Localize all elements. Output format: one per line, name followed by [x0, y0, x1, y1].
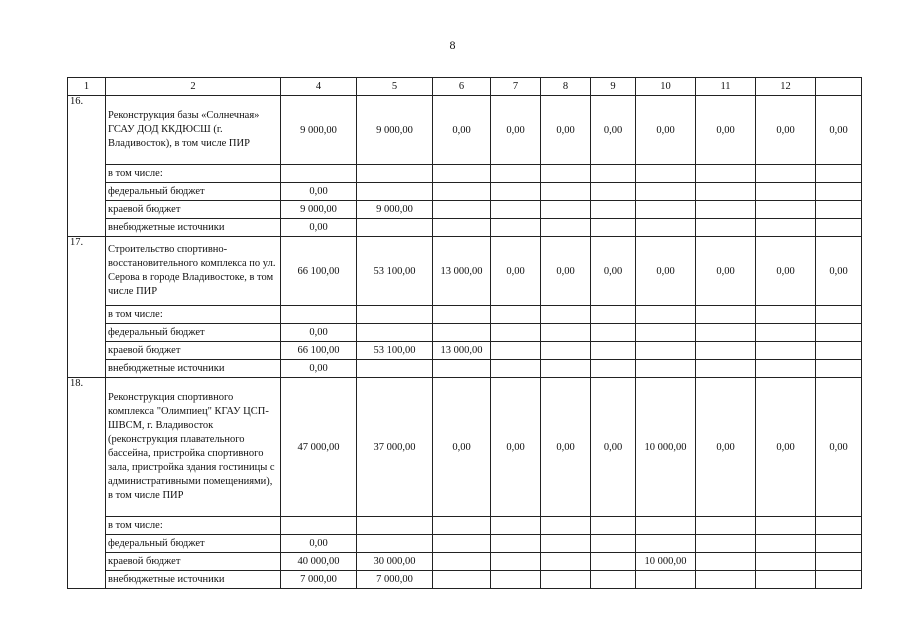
column-header: 11	[696, 78, 756, 96]
subrow	[68, 219, 862, 237]
subrow-value	[636, 324, 696, 342]
column-header: 7	[491, 78, 541, 96]
subrow-value	[636, 306, 696, 324]
subrow-value	[756, 342, 816, 360]
subrow-value	[816, 219, 862, 237]
column-header: 9	[591, 78, 636, 96]
row-value: 0,00	[816, 378, 862, 517]
subrow-value	[696, 201, 756, 219]
row-value: 13 000,00	[433, 237, 491, 306]
subrow-value	[491, 306, 541, 324]
subrow-value	[357, 324, 433, 342]
subrow-value	[696, 571, 756, 589]
subrow-value	[357, 517, 433, 535]
subrow-value	[491, 201, 541, 219]
subrow-value: 0,00	[281, 360, 357, 378]
subrow-value	[696, 219, 756, 237]
subrow-value	[433, 219, 491, 237]
row-value: 0,00	[541, 237, 591, 306]
subrow-value	[696, 342, 756, 360]
subrow-value	[696, 553, 756, 571]
subrow-value	[357, 306, 433, 324]
subrow-value	[541, 553, 591, 571]
subrow-value: 0,00	[281, 324, 357, 342]
subrow-value	[491, 219, 541, 237]
column-header: 12	[756, 78, 816, 96]
row-value: 53 100,00	[357, 237, 433, 306]
subrow-value	[756, 324, 816, 342]
subrow-label: в том числе:	[106, 517, 281, 535]
subrow-value: 30 000,00	[357, 553, 433, 571]
column-header: 6	[433, 78, 491, 96]
subrow-value	[491, 324, 541, 342]
subrow	[68, 183, 862, 201]
subrow-value	[433, 517, 491, 535]
subrow	[68, 306, 862, 324]
row-description: Реконструкция спортивного комплекса "Олимпиец" КГАУ ЦСП-ШВСМ, г. Владивосток (реконструкция плавательного бассейна, пристройка спортивного зала, пристройка здания гостиницы с административными помещениями), в том числе ПИР	[106, 378, 281, 517]
subrow-value	[696, 517, 756, 535]
subrow-value	[491, 535, 541, 553]
subrow-value	[816, 201, 862, 219]
subrow-value	[816, 535, 862, 553]
subrow-value	[357, 360, 433, 378]
subrow-value	[433, 571, 491, 589]
row-value: 10 000,00	[636, 378, 696, 517]
subrow-label: краевой бюджет	[106, 342, 281, 360]
row-value: 0,00	[696, 237, 756, 306]
column-header: 4	[281, 78, 357, 96]
subrow	[68, 517, 862, 535]
row-value: 0,00	[816, 237, 862, 306]
subrow	[68, 571, 862, 589]
subrow-value	[357, 183, 433, 201]
subrow-value: 66 100,00	[281, 342, 357, 360]
subrow-value	[541, 360, 591, 378]
subrow-value	[756, 360, 816, 378]
row-value: 0,00	[756, 237, 816, 306]
row-value: 0,00	[541, 378, 591, 517]
row-value: 0,00	[756, 378, 816, 517]
subrow-value	[591, 553, 636, 571]
subrow-value	[433, 324, 491, 342]
subrow-value	[636, 571, 696, 589]
subrow-label: внебюджетные источники	[106, 219, 281, 237]
subrow-value	[816, 360, 862, 378]
subrow-value	[541, 571, 591, 589]
subrow-value	[591, 306, 636, 324]
row-value: 0,00	[591, 378, 636, 517]
subrow-value: 7 000,00	[281, 571, 357, 589]
subrow-label: краевой бюджет	[106, 201, 281, 219]
subrow-value: 9 000,00	[357, 201, 433, 219]
subrow-value	[491, 517, 541, 535]
subrow-value	[541, 201, 591, 219]
subrow-value	[756, 306, 816, 324]
row-value: 0,00	[491, 237, 541, 306]
subrow-value	[541, 324, 591, 342]
subrow-value	[541, 306, 591, 324]
subrow-value: 10 000,00	[636, 553, 696, 571]
subrow-value	[591, 201, 636, 219]
subrow-value: 53 100,00	[357, 342, 433, 360]
subrow-value	[591, 342, 636, 360]
subrow-value	[756, 201, 816, 219]
column-header: 8	[541, 78, 591, 96]
subrow-value	[696, 324, 756, 342]
subrow-value	[491, 571, 541, 589]
subrow-label: краевой бюджет	[106, 553, 281, 571]
column-header: 1	[68, 78, 106, 96]
row-value: 0,00	[491, 96, 541, 165]
row-description: Реконструкция базы «Солнечная» ГСАУ ДОД ККДЮСШ (г. Владивосток), в том числе ПИР	[106, 96, 281, 165]
subrow-value	[281, 306, 357, 324]
row-value: 37 000,00	[357, 378, 433, 517]
subrow-value	[591, 571, 636, 589]
subrow-value	[591, 517, 636, 535]
subrow-value	[541, 165, 591, 183]
subrow-value	[636, 219, 696, 237]
budget-table	[67, 77, 862, 589]
subrow-value: 0,00	[281, 219, 357, 237]
column-header: 2	[106, 78, 281, 96]
subrow-value	[491, 165, 541, 183]
subrow-value	[491, 183, 541, 201]
subrow	[68, 324, 862, 342]
subrow	[68, 342, 862, 360]
subrow-label: в том числе:	[106, 306, 281, 324]
table-row	[68, 237, 862, 306]
subrow-label: в том числе:	[106, 165, 281, 183]
row-value: 0,00	[541, 96, 591, 165]
subrow-value	[433, 183, 491, 201]
row-value: 0,00	[636, 237, 696, 306]
subrow-value	[636, 183, 696, 201]
subrow-value	[636, 360, 696, 378]
subrow-value	[281, 165, 357, 183]
subrow-value	[541, 517, 591, 535]
row-value: 9 000,00	[281, 96, 357, 165]
subrow-label: федеральный бюджет	[106, 535, 281, 553]
subrow-value	[357, 165, 433, 183]
subrow-value: 0,00	[281, 183, 357, 201]
subrow-value	[816, 517, 862, 535]
subrow-value	[491, 553, 541, 571]
row-number: 16.	[68, 96, 106, 237]
subrow	[68, 553, 862, 571]
subrow-value	[591, 219, 636, 237]
row-value: 66 100,00	[281, 237, 357, 306]
subrow-value	[281, 517, 357, 535]
subrow-value: 13 000,00	[433, 342, 491, 360]
subrow-value	[357, 219, 433, 237]
subrow-value	[491, 342, 541, 360]
table-row	[68, 378, 862, 517]
subrow-value	[491, 360, 541, 378]
column-header	[816, 78, 862, 96]
subrow-value	[756, 553, 816, 571]
subrow-value	[756, 183, 816, 201]
row-value: 0,00	[696, 378, 756, 517]
subrow-value	[591, 165, 636, 183]
subrow-value	[816, 571, 862, 589]
subrow-value	[696, 360, 756, 378]
subrow	[68, 165, 862, 183]
subrow-value: 9 000,00	[281, 201, 357, 219]
subrow-value	[816, 165, 862, 183]
subrow-value	[816, 183, 862, 201]
subrow-value	[816, 342, 862, 360]
header-row	[68, 78, 862, 96]
subrow-value	[541, 342, 591, 360]
subrow-value	[357, 535, 433, 553]
subrow-label: федеральный бюджет	[106, 183, 281, 201]
subrow-value	[541, 535, 591, 553]
subrow-value	[433, 360, 491, 378]
subrow-value	[816, 306, 862, 324]
subrow-label: федеральный бюджет	[106, 324, 281, 342]
subrow-value	[433, 165, 491, 183]
row-value: 9 000,00	[357, 96, 433, 165]
subrow	[68, 201, 862, 219]
subrow-value	[636, 201, 696, 219]
subrow-value	[541, 183, 591, 201]
subrow-value	[696, 535, 756, 553]
subrow-value	[591, 183, 636, 201]
subrow-value: 7 000,00	[357, 571, 433, 589]
subrow-value	[433, 306, 491, 324]
subrow-value	[591, 535, 636, 553]
subrow	[68, 360, 862, 378]
row-value: 0,00	[756, 96, 816, 165]
subrow-value	[636, 535, 696, 553]
subrow-value	[696, 306, 756, 324]
subrow-label: внебюджетные источники	[106, 571, 281, 589]
row-value: 0,00	[591, 96, 636, 165]
subrow-value	[816, 324, 862, 342]
subrow-value	[756, 535, 816, 553]
subrow-value	[756, 219, 816, 237]
row-value: 0,00	[433, 378, 491, 517]
row-value: 0,00	[696, 96, 756, 165]
subrow-label: внебюджетные источники	[106, 360, 281, 378]
row-number: 18.	[68, 378, 106, 589]
subrow-value	[591, 360, 636, 378]
subrow-value	[591, 324, 636, 342]
subrow-value	[636, 517, 696, 535]
row-number: 17.	[68, 237, 106, 378]
row-value: 0,00	[433, 96, 491, 165]
subrow-value	[816, 553, 862, 571]
column-header: 5	[357, 78, 433, 96]
subrow-value	[756, 571, 816, 589]
subrow-value	[433, 201, 491, 219]
subrow-value	[696, 183, 756, 201]
subrow-value	[636, 342, 696, 360]
row-value: 0,00	[636, 96, 696, 165]
row-description: Строительство спортивно-восстановительного комплекса по ул. Серова в городе Владивостоке, в том числе ПИР	[106, 237, 281, 306]
page-number: 8	[449, 38, 456, 52]
subrow-value: 40 000,00	[281, 553, 357, 571]
subrow-value	[636, 165, 696, 183]
column-header: 10	[636, 78, 696, 96]
row-value: 0,00	[816, 96, 862, 165]
subrow-value	[433, 553, 491, 571]
subrow-value	[756, 517, 816, 535]
subrow-value	[756, 165, 816, 183]
subrow-value: 0,00	[281, 535, 357, 553]
subrow-value	[696, 165, 756, 183]
subrow	[68, 535, 862, 553]
subrow-value	[541, 219, 591, 237]
row-value: 47 000,00	[281, 378, 357, 517]
table-row	[68, 96, 862, 165]
row-value: 0,00	[591, 237, 636, 306]
subrow-value	[433, 535, 491, 553]
row-value: 0,00	[491, 378, 541, 517]
